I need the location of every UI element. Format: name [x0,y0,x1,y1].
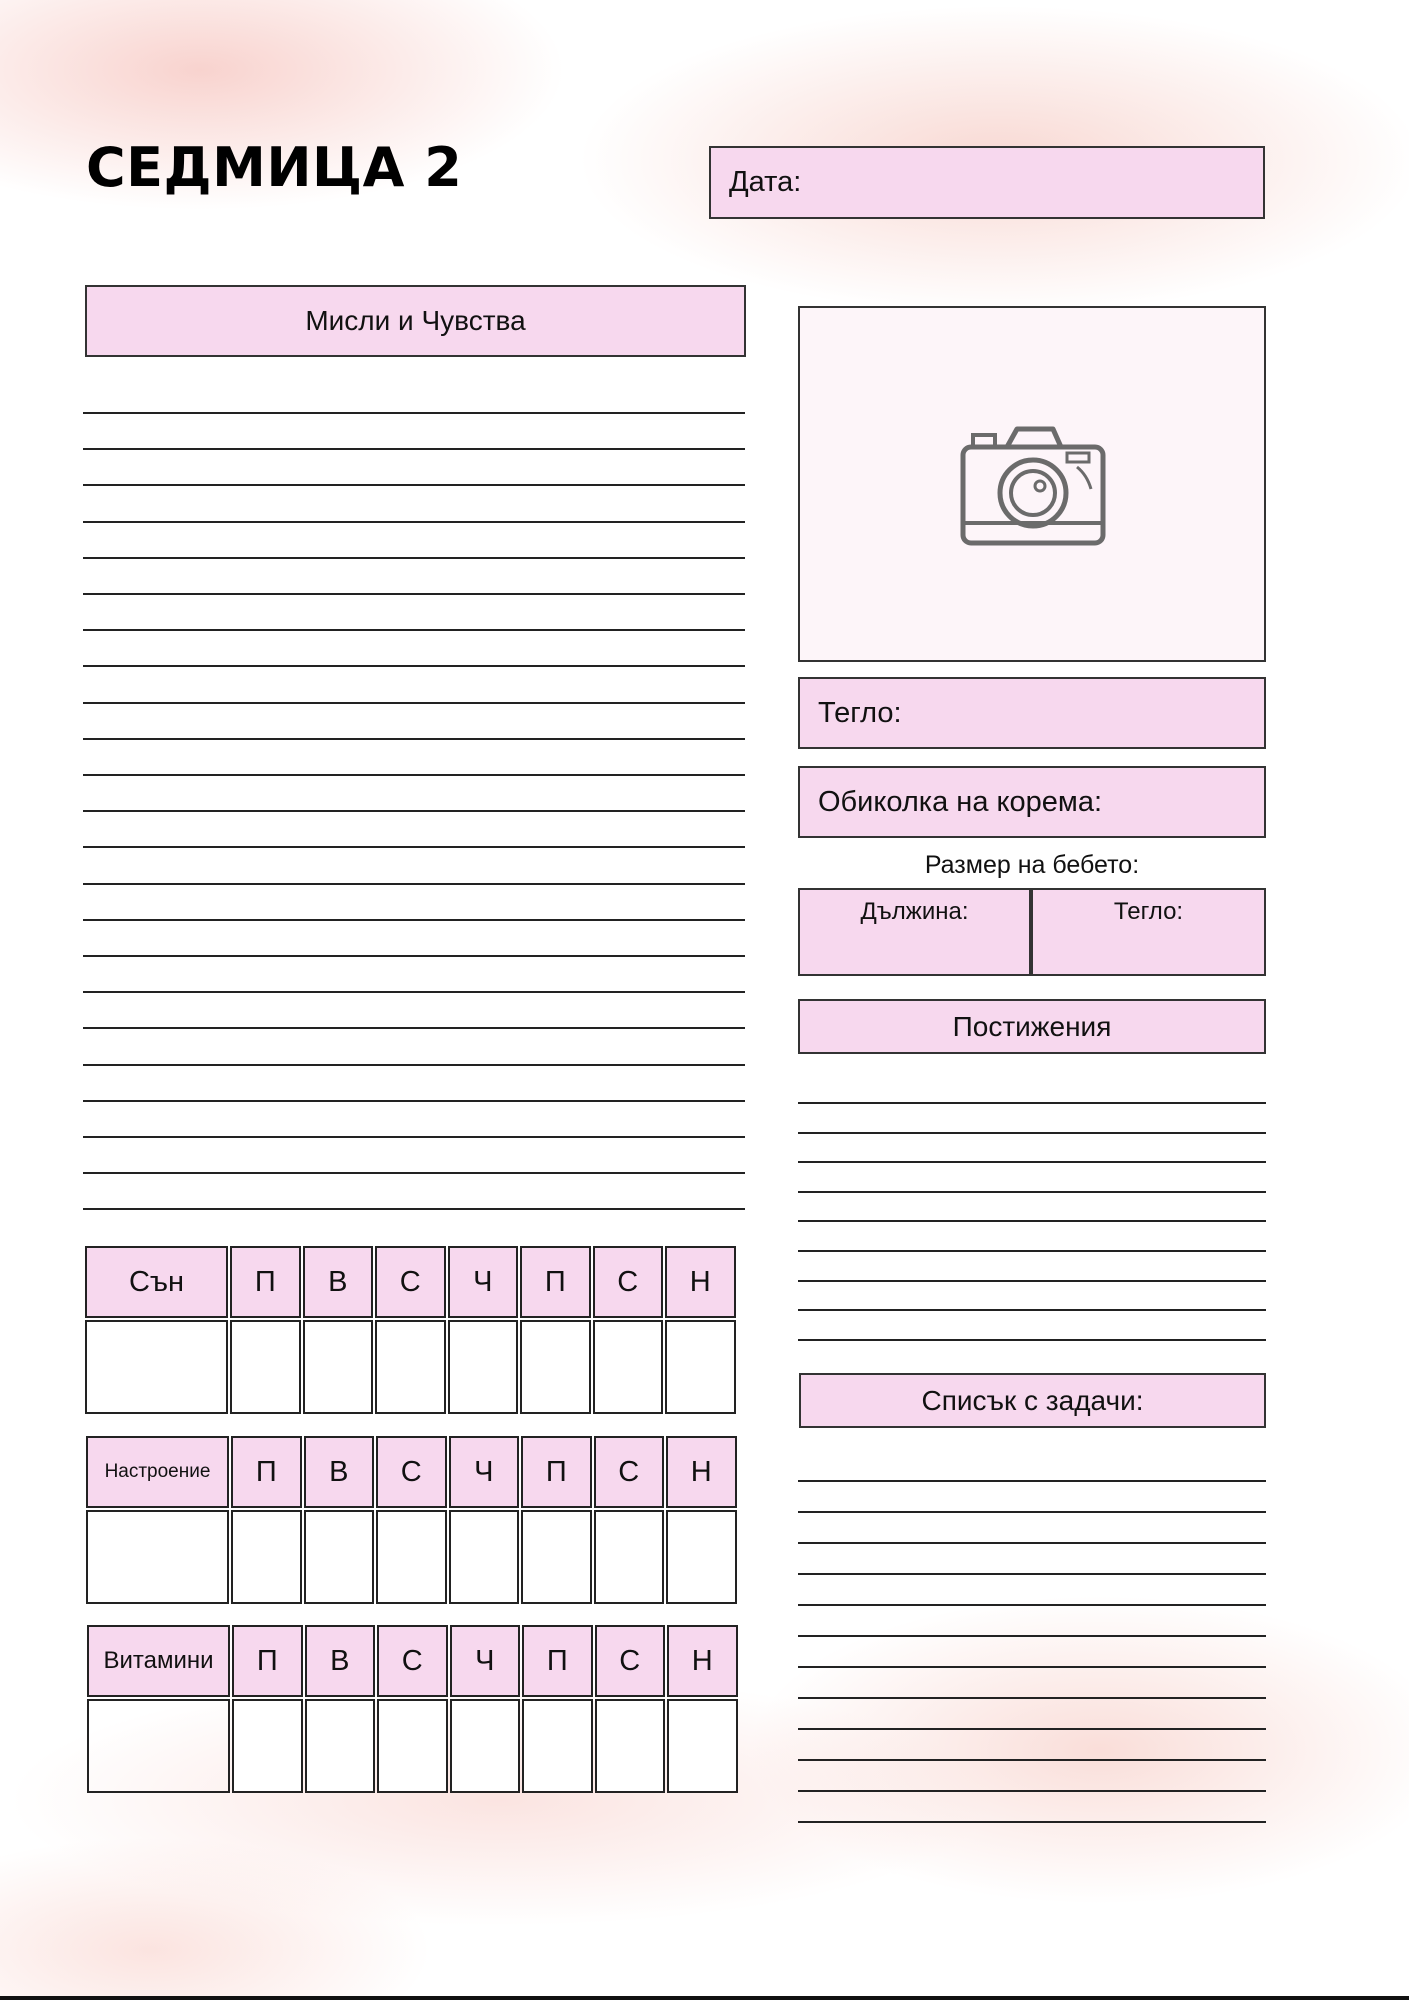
vitamins-day-header: П [522,1625,593,1697]
mood-day-checkbox[interactable] [666,1510,737,1604]
baby-weight-field[interactable] [1031,888,1266,976]
vitamins-day-header: В [305,1625,376,1697]
vitamins-day-header: С [377,1625,448,1697]
sleep-notes-cell[interactable] [85,1320,228,1414]
task-line[interactable] [798,1728,1266,1730]
camera-icon [959,423,1109,549]
mood-day-checkbox[interactable] [521,1510,592,1604]
thought-line[interactable] [83,1172,745,1174]
mood-day-header: П [231,1436,302,1508]
thought-line[interactable] [83,883,745,885]
mood-notes-cell[interactable] [86,1510,229,1604]
task-line[interactable] [798,1666,1266,1668]
sleep-day-header: С [593,1246,664,1318]
achievement-line[interactable] [798,1339,1266,1341]
achievement-line[interactable] [798,1191,1266,1193]
thought-line[interactable] [83,810,745,812]
baby-length-label: Дължина: [860,898,969,925]
task-line[interactable] [798,1697,1266,1699]
vitamins-day-checkbox[interactable] [522,1699,593,1793]
thought-line[interactable] [83,521,745,523]
date-field[interactable] [709,146,1265,219]
mood-day-header: С [376,1436,447,1508]
photo-placeholder[interactable] [798,306,1266,662]
mood-day-header: С [594,1436,665,1508]
mood-day-header: Ч [449,1436,520,1508]
thought-line[interactable] [83,1136,745,1138]
sleep-day-header: П [520,1246,591,1318]
task-line[interactable] [798,1573,1266,1575]
thought-line[interactable] [83,846,745,848]
date-label: Дата: [729,166,802,198]
weight-label: Тегло: [818,696,902,729]
vitamins-day-checkbox[interactable] [595,1699,666,1793]
vitamins-day-header: Н [667,1625,738,1697]
sleep-day-header: В [303,1246,374,1318]
thought-line[interactable] [83,629,745,631]
thought-line[interactable] [83,448,745,450]
mood-day-checkbox[interactable] [376,1510,447,1604]
thought-line[interactable] [83,991,745,993]
mood-day-header: В [304,1436,375,1508]
task-line[interactable] [798,1511,1266,1513]
sleep-day-header: Н [665,1246,736,1318]
task-line[interactable] [798,1635,1266,1637]
achievement-line[interactable] [798,1309,1266,1311]
sleep-day-header: Ч [448,1246,519,1318]
mood-label-cell: Настроение [86,1436,229,1508]
vitamins-day-header: П [232,1625,303,1697]
sleep-day-header: С [375,1246,446,1318]
thought-line[interactable] [83,557,745,559]
thought-line[interactable] [83,665,745,667]
thought-line[interactable] [83,1027,745,1029]
tasks-header-label: Списък с задачи: [921,1384,1144,1416]
sleep-label-cell: Сън [85,1246,228,1318]
baby-length-field[interactable] [798,888,1031,976]
mood-day-checkbox[interactable] [594,1510,665,1604]
sleep-day-checkbox[interactable] [593,1320,664,1414]
thought-line[interactable] [83,955,745,957]
mood-day-header: Н [666,1436,737,1508]
task-line[interactable] [798,1480,1266,1482]
thought-line[interactable] [83,738,745,740]
sleep-day-header: П [230,1246,301,1318]
vitamins-day-header: С [595,1625,666,1697]
task-line[interactable] [798,1821,1266,1823]
thought-line[interactable] [83,1064,745,1066]
task-line[interactable] [798,1790,1266,1792]
vitamins-day-checkbox[interactable] [667,1699,738,1793]
achievement-line[interactable] [798,1132,1266,1134]
vitamins-day-header: Ч [450,1625,521,1697]
task-line[interactable] [798,1604,1266,1606]
thought-line[interactable] [83,919,745,921]
achievement-line[interactable] [798,1250,1266,1252]
thought-line[interactable] [83,484,745,486]
task-line[interactable] [798,1759,1266,1761]
sleep-day-checkbox[interactable] [303,1320,374,1414]
sleep-day-checkbox[interactable] [230,1320,301,1414]
tasks-header [799,1373,1266,1428]
achievements-header [798,999,1266,1054]
thought-line[interactable] [83,702,745,704]
weight-field[interactable] [798,677,1266,749]
achievement-line[interactable] [798,1102,1266,1104]
achievement-line[interactable] [798,1220,1266,1222]
achievements-header-label: Постижения [952,1010,1112,1042]
thought-line[interactable] [83,593,745,595]
belly-circumference-field[interactable] [798,766,1266,838]
vitamins-day-checkbox[interactable] [450,1699,521,1793]
task-line[interactable] [798,1542,1266,1544]
thought-line[interactable] [83,412,745,414]
baby-size-label: Размер на бебето: [924,851,1140,879]
achievement-line[interactable] [798,1161,1266,1163]
vitamins-day-checkbox[interactable] [377,1699,448,1793]
mood-day-checkbox[interactable] [304,1510,375,1604]
mood-day-header: П [521,1436,592,1508]
vitamins-notes-cell[interactable] [87,1699,230,1793]
vitamins-day-checkbox[interactable] [305,1699,376,1793]
vitamins-day-checkbox[interactable] [232,1699,303,1793]
mood-day-checkbox[interactable] [449,1510,520,1604]
thought-line[interactable] [83,774,745,776]
belly-circumference-label: Обиколка на корема: [818,785,1103,818]
sleep-day-checkbox[interactable] [520,1320,591,1414]
bottom-border [0,1996,1409,2000]
baby-weight-label: Тегло: [1113,898,1184,925]
thoughts-header [85,285,746,357]
thought-line[interactable] [83,1100,745,1102]
thought-line[interactable] [83,1208,745,1210]
vitamins-label-cell: Витамини [87,1625,230,1697]
page-title: СЕДМИЦА 2 [86,136,463,199]
sleep-day-checkbox[interactable] [375,1320,446,1414]
sleep-day-checkbox[interactable] [448,1320,519,1414]
thoughts-header-label: Мисли и Чувства [305,305,526,336]
sleep-day-checkbox[interactable] [665,1320,736,1414]
mood-day-checkbox[interactable] [231,1510,302,1604]
achievement-line[interactable] [798,1280,1266,1282]
